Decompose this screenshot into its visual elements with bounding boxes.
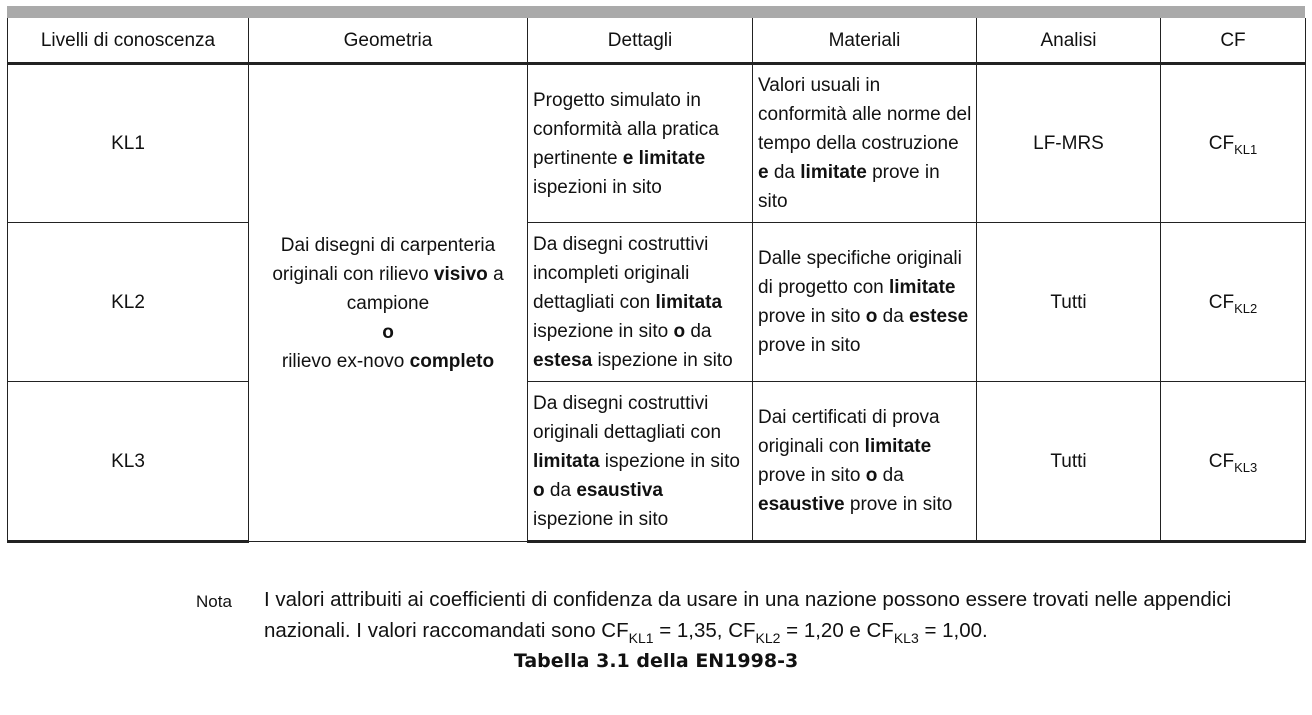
note-subscript: KL3 xyxy=(893,630,919,646)
table-header-row xyxy=(8,18,1306,64)
header-materiali: Materiali xyxy=(753,18,977,64)
materials-text: da xyxy=(768,162,801,183)
materials-text: prove in sito xyxy=(758,306,866,327)
details-text: da xyxy=(685,320,712,342)
knowledge-levels-table xyxy=(7,18,1306,543)
materials-bold: limitate xyxy=(888,277,956,298)
geometry-cell xyxy=(249,64,528,542)
details-text: ispezione in sito xyxy=(533,508,669,530)
table-row xyxy=(8,223,1306,382)
geometry-bold: visivo xyxy=(433,263,488,285)
details-text: ispezione in sito xyxy=(599,450,740,472)
note-subscript: KL1 xyxy=(628,630,654,646)
level-cell: KL2 xyxy=(8,223,249,382)
materials-bold: limitate xyxy=(800,162,867,183)
details-text: ispezione in sito xyxy=(592,349,733,371)
cf-subscript: KL3 xyxy=(1234,459,1258,475)
cf-base: CF xyxy=(1208,133,1235,154)
materials-bold: esaustive xyxy=(758,494,845,515)
materials-text: Dalle specifiche originali di progetto con xyxy=(758,248,962,298)
note-text-part: = 1,20 e CF xyxy=(780,619,894,642)
header-geometria: Geometria xyxy=(249,18,528,64)
geometry-text: originali con rilievo xyxy=(272,263,434,285)
cf-cell xyxy=(1161,223,1306,382)
materials-bold: e xyxy=(758,162,769,183)
note-subscript: KL2 xyxy=(755,630,781,646)
details-text: ispezioni in sito xyxy=(533,176,662,198)
details-cell xyxy=(528,223,753,382)
details-text: Da disegni costruttivi incompleti originali dettagliati con xyxy=(533,233,709,313)
details-text: Progetto simulato in conformità alla pratica pertinente xyxy=(533,89,719,169)
note-label: Nota xyxy=(196,592,232,611)
analysis-cell: Tutti xyxy=(977,382,1161,542)
geometry-bold: completo xyxy=(409,350,495,372)
cf-subscript: KL2 xyxy=(1234,300,1258,316)
details-bold: limitata xyxy=(655,291,723,313)
details-text: da xyxy=(544,479,577,501)
materials-text: prove in sito xyxy=(758,335,861,356)
details-bold: estesa xyxy=(533,349,593,371)
geometry-bold: o xyxy=(382,321,394,343)
details-text: ispezione in sito xyxy=(533,320,674,342)
geometry-line: Dai disegni di carpenteria xyxy=(280,234,496,256)
geometry-text: a xyxy=(487,263,504,285)
level-cell: KL1 xyxy=(8,64,249,223)
details-bold: esaustiva xyxy=(576,479,663,501)
cf-base: CF xyxy=(1208,450,1235,472)
note-text-part: I valori attribuiti ai coefficienti di confidenza da usare in una nazione possono essere trovati nelle appendici nazionali. I valori raccomandati sono CF xyxy=(264,588,1232,642)
materials-bold: o xyxy=(865,306,878,327)
materials-bold: o xyxy=(865,465,878,486)
materials-text: Valori usuali in conformità alle norme del tempo della costruzione xyxy=(758,75,972,154)
materials-text: da xyxy=(877,465,904,486)
note-text-part: = 1,35, CF xyxy=(653,619,756,642)
level-cell: KL3 xyxy=(8,382,249,542)
table-caption: Tabella 3.1 della EN1998-3 xyxy=(513,650,799,672)
header-cf: CF xyxy=(1161,18,1306,64)
details-cell xyxy=(528,382,753,542)
table-top-rule xyxy=(7,6,1305,18)
details-cell xyxy=(528,64,753,223)
cf-subscript: KL1 xyxy=(1234,142,1258,157)
note-text xyxy=(264,584,1309,646)
note-text-part: = 1,00. xyxy=(918,619,988,642)
details-bold: o xyxy=(673,320,686,342)
materials-cell xyxy=(753,64,977,223)
materials-text: da xyxy=(877,306,910,327)
materials-bold: estese xyxy=(909,306,969,327)
materials-bold: limitate xyxy=(864,436,932,457)
details-bold: o xyxy=(533,479,545,501)
cf-cell xyxy=(1161,64,1306,223)
cf-cell xyxy=(1161,382,1306,542)
details-bold: limitata xyxy=(533,450,600,472)
materials-text: prove in sito xyxy=(758,465,866,486)
materials-text: prove in sito xyxy=(758,162,940,212)
geometry-text: rilievo ex-novo xyxy=(281,350,410,372)
analysis-cell: Tutti xyxy=(977,223,1161,382)
header-analisi: Analisi xyxy=(977,18,1161,64)
cf-base: CF xyxy=(1208,291,1235,313)
materials-cell xyxy=(753,382,977,542)
header-livelli: Livelli di conoscenza xyxy=(8,18,249,64)
materials-text: Dai certificati di prova originali con xyxy=(758,407,940,457)
details-text: Da disegni costruttivi originali dettagliati con xyxy=(533,392,722,443)
header-dettagli: Dettagli xyxy=(528,18,753,64)
table-row xyxy=(8,382,1306,542)
details-bold: e limitate xyxy=(622,147,706,169)
materials-text: prove in sito xyxy=(844,494,953,515)
table-row xyxy=(8,64,1306,223)
analysis-cell: LF-MRS xyxy=(977,64,1161,223)
materials-cell xyxy=(753,223,977,382)
geometry-line: campione xyxy=(346,292,430,314)
